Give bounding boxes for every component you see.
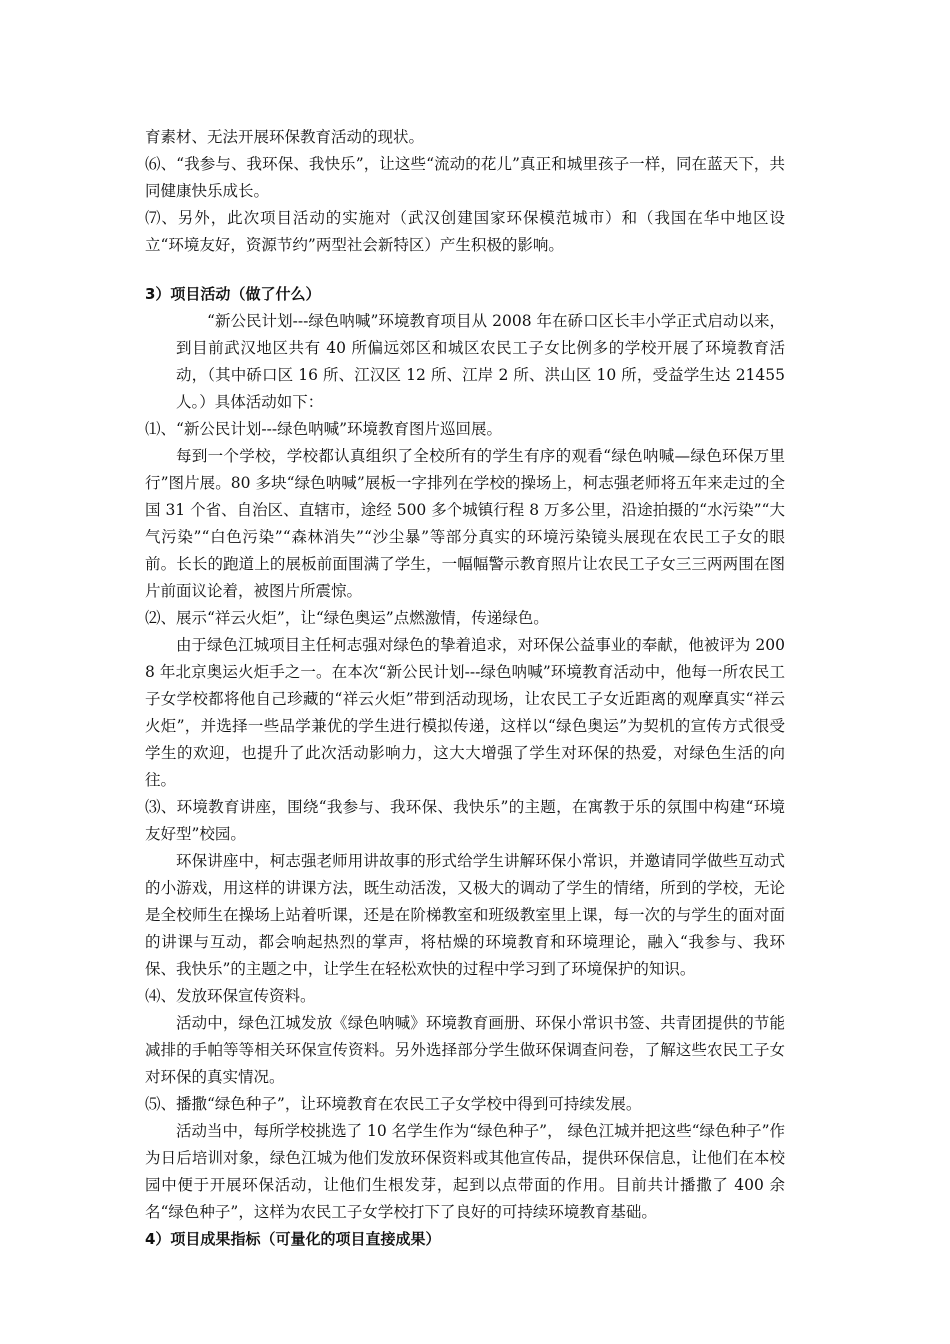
activity-3-body: 环保讲座中，柯志强老师用讲故事的形式给学生讲解环保小常识，并邀请同学做些互动式的小游戏，用这样的讲课方法，既生动活泼，又极大的调动了学生的情绪，所到的学校，无论是全校师生在操场上站着听课，还是在阶梯教室和班级教室里上课，每一次的与学生的面对面的讲课与互动，都会响起热烈的掌声，将枯燥的环境教育和环境理论，融入“我参与、我环保、我快乐”的主题之中，让学生在轻松欢快的过程中学习到了环境保护的知识。: [145, 852, 785, 978]
section-3-heading: 3）项目活动（做了什么）: [145, 285, 321, 303]
activity-2-body: 由于绿色江城项目主任柯志强对绿色的挚着追求，对环保公益事业的奉献，他被评为 2008 年北京奥运火炬手之一。在本次“新公民计划---绿色呐喊”环境教育活动中，他每一所农民工子女学校都将他自己珍藏的“祥云火炬”带到活动现场，让农民工子女近距离的观摩真实“祥云火炬”，并选择一些品学兼优的学生进行模拟传递，这样以“绿色奥运”为契机的宣传方式很受学生的欢迎，也提升了此次活动影响力，这大大增强了学生对环保的热爱，对绿色生活的向往。: [145, 636, 785, 789]
activity-4-title: ⑷、发放环保宣传资料。: [145, 987, 316, 1005]
activity-1-title: ⑴、“新公民计划---绿色呐喊”环境教育图片巡回展。: [145, 420, 503, 438]
intro-item-6: ⑹、“我参与、我环保、我快乐”，让这些“流动的花儿”真正和城里孩子一样，同在蓝天下，共同健康快乐成长。: [145, 155, 785, 200]
activity-3-title: ⑶、环境教育讲座，围绕“我参与、我环保、我快乐”的主题，在寓教于乐的氛围中构建“环境友好型”校园。: [145, 798, 785, 843]
activity-2-title: ⑵、展示“祥云火炬”，让“绿色奥运”点燃激情，传递绿色。: [145, 609, 549, 627]
document-page: [145, 124, 785, 1253]
activity-1-body: 每到一个学校，学校都认真组织了全校所有的学生有序的观看“绿色呐喊—绿色环保万里行”图片展。80 多块“绿色呐喊”展板一字排列在学校的操场上，柯志强老师将五年来走过的全国 31 个省、自治区、直辖市，途经 500 多个城镇行程 8 万多公里，沿途拍摄的“水污染”“大气污染”“白色污染”“森林消失”“沙尘暴”等部分真实的环境污染镜头展现在农民工子女的眼前。长长的跑道上的展板前面围满了学生，一幅幅警示教育照片让农民工子女三三两两围在图片前面议论着，被图片所震惊。: [145, 447, 785, 600]
intro-line: 育素材、无法开展环保教育活动的现状。: [145, 128, 425, 146]
section-3-lead: “新公民计划---绿色呐喊”环境教育项目从 2008 年在硚口区长丰小学正式启动以来，到目前武汉地区共有 40 所偏远郊区和城区农民工子女比例多的学校开展了环境教育活动，（其中硚口区 16 所、江汉区 12 所、江岸 2 所、洪山区 10 所，受益学生达 21455 人。）具体活动如下：: [176, 312, 785, 411]
activity-5-title: ⑸、播撒“绿色种子”，让环境教育在农民工子女学校中得到可持续发展。: [145, 1095, 642, 1113]
activity-4-body: 活动中，绿色江城发放《绿色呐喊》环境教育画册、环保小常识书签、共青团提供的节能减排的手帕等等相关环保宣传资料。另外选择部分学生做环保调查问卷，了解这些农民工子女对环保的真实情况。: [145, 1014, 785, 1086]
activity-5-body: 活动当中，每所学校挑选了 10 名学生作为“绿色种子”， 绿色江城并把这些“绿色种子”作为日后培训对象，绿色江城为他们发放环保资料或其他宣传品，提供环保信息，让他们在本校园中便于开展环保活动，让他们生根发芽，起到以点带面的作用。目前共计播撒了 400 余名“绿色种子”，这样为农民工子女学校打下了良好的可持续环境教育基础。: [145, 1122, 786, 1221]
intro-item-7: ⑺、另外，此次项目活动的实施对（武汉创建国家环保模范城市）和（我国在华中地区设立“环境友好，资源节约”两型社会新特区）产生积极的影响。: [145, 209, 785, 254]
section-spacer: [145, 259, 785, 281]
section-4-heading: 4）项目成果指标（可量化的项目直接成果）: [145, 1230, 441, 1248]
